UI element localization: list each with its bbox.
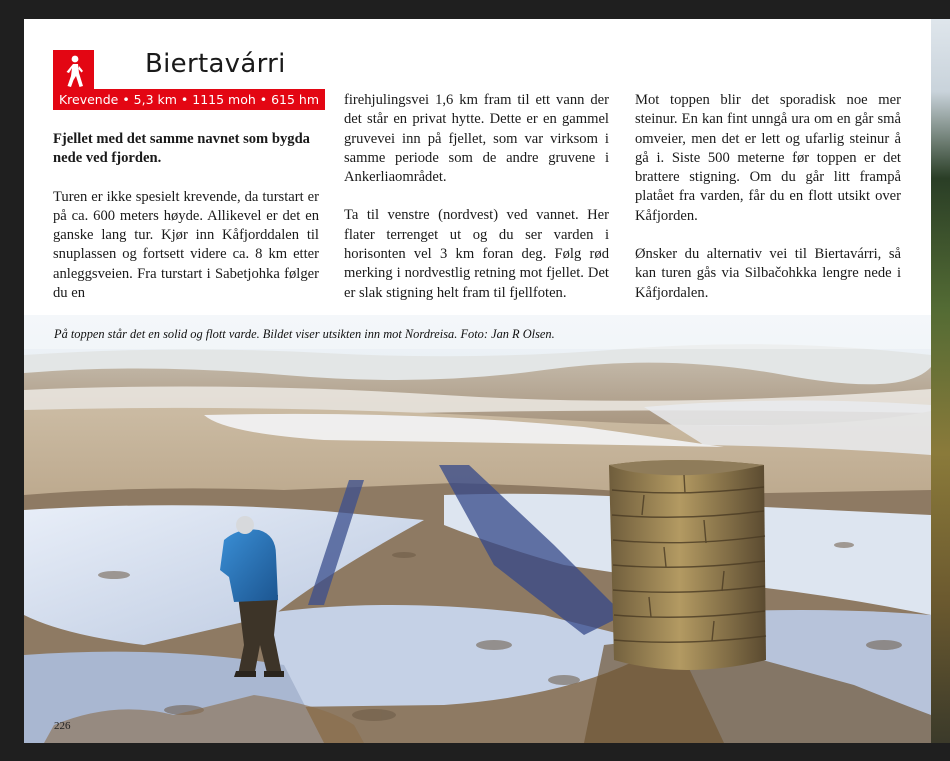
next-page-edge (931, 19, 950, 743)
page-title: Biertavárri (145, 49, 286, 79)
summit-photo (24, 315, 931, 743)
photo-caption: På toppen står det en solid og flott varde. Bildet viser utsikten inn mot Nordreisa. Foto: Jan R Olsen. (54, 327, 555, 341)
lead-paragraph: Fjellet med det samme navnet som bygda nede ved fjorden. (53, 131, 310, 167)
book-page (24, 19, 931, 743)
paragraph: Turen er ikke spesielt krevende, da turstart er på ca. 600 meters høyde. Allikevel er det en ganske lang tur. Kjør inn Kåfjorddalen til snuplassen og fortsett videre ca. 8 km etter anleggsveien. Fra turstart i Sabetjohka følger du en (53, 188, 319, 302)
paragraph: Ønsker du alternativ vei til Biertavárri, så kan turen gås via Silbačohkka lengre nede i Kåfjordalen. (635, 246, 901, 301)
text-column-2 (344, 91, 609, 303)
paragraph: Ta til venstre (nordvest) ved vannet. Her flater terrenget ut og du ser varden i horisonten vel 3 km foran deg. Følg rød merking i nordvestlig retning mot fjellet. Det er slak stigning helt fram til fjellfoten. (344, 207, 609, 301)
page-number: 226 (54, 720, 71, 732)
paragraph: Mot toppen blir det sporadisk noe mer steinur. En kan fint unngå ura om en går små omveier, men det er lett og ufarlig steinur å gå i. Siste 500 meterne før toppen er det brattere stigning. Om du går litt frampå platået fra varden, får du en flott utsikt over Kåfjorden. (635, 92, 901, 224)
paragraph: firehjulingsvei 1,6 km fram til ett vann der det står en privat hytte. Dette er en gammel gruvevei inn på fjellet, som var virksom i samme periode som de andre gruvene i Ankerliaområdet. (344, 92, 609, 186)
hiker-icon (53, 50, 94, 92)
text-column-1 (53, 130, 319, 303)
route-stats-bar: Krevende • 5,3 km • 1115 moh • 615 hm (53, 89, 325, 110)
text-column-3 (635, 91, 901, 303)
